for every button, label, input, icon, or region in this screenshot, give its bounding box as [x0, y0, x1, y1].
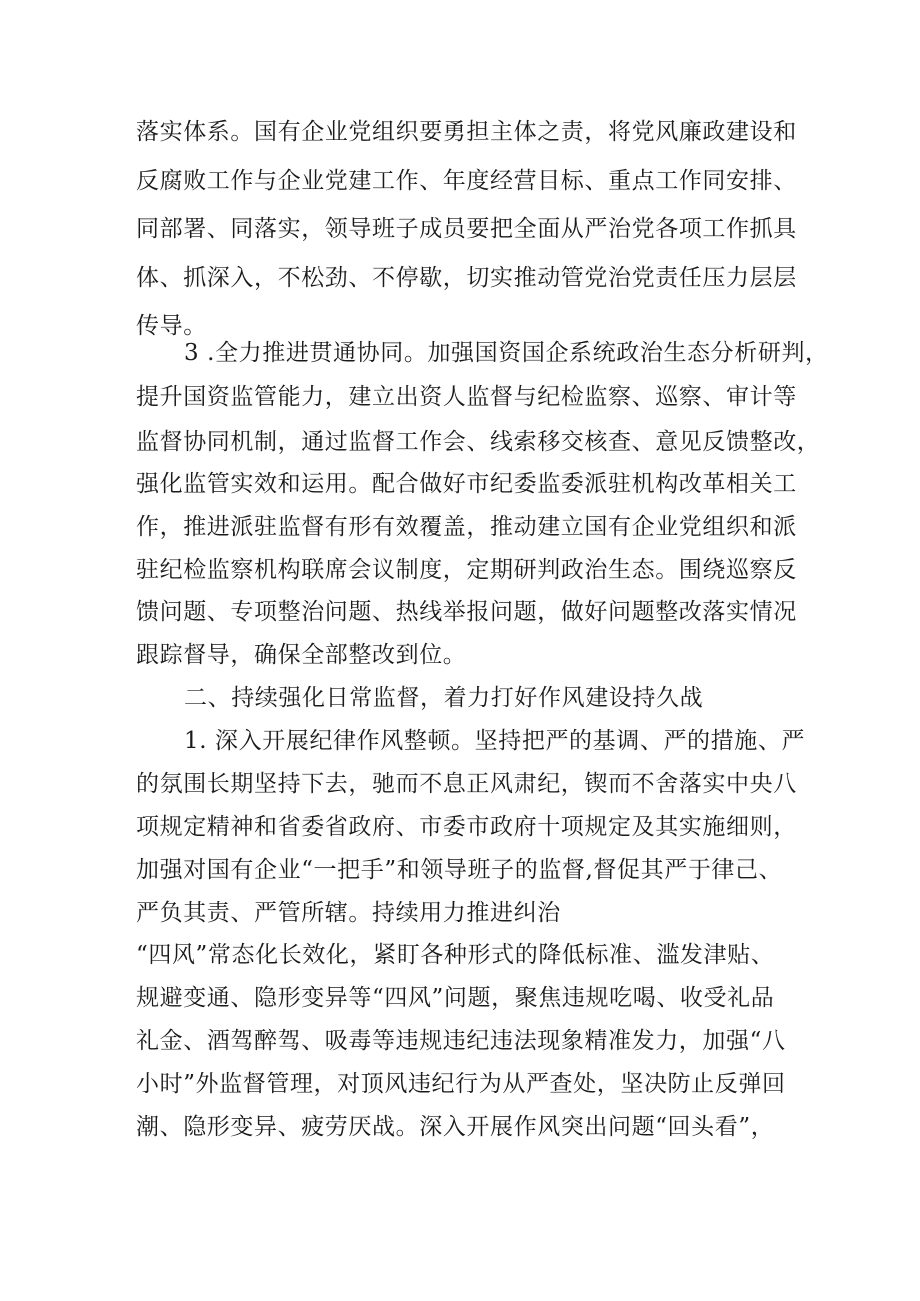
- text-line: 项规定精神和省委省政府、市委市政府十项规定及其实施细则，: [136, 814, 797, 840]
- text-line: 礼金、酒驾醉驾、吸毒等违规违纪违法现象精准发力，加强“八: [136, 1028, 786, 1054]
- text-line: 强化监管实效和运用。配合做好市纪委监委派驻机构改革相关工: [136, 471, 797, 497]
- text-line: 馈问题、专项整治问题、热线举报问题，做好问题整改落实情况: [136, 599, 797, 625]
- paragraph-start-line: 1. 深入开展纪律作风整顿。坚持把严的基调、严的措施、严: [184, 728, 806, 754]
- text-line: 反腐败工作与企业党建工作、年度经营目标、重点工作同安排、: [136, 168, 797, 194]
- text-line: 跟踪督导，确保全部整改到位。: [136, 642, 467, 668]
- text-line: 规避变通、隐形变异等“四风”问题，聚焦违规吃喝、收受礼品: [136, 985, 775, 1011]
- text-line: 严负其责、严管所辖。持续用力推进纠治: [136, 900, 561, 926]
- text-line: 监督协同机制，通过监督工作会、线索移交核查、意见反馈整改，: [136, 429, 821, 455]
- text-line: 潮、隐形变异、疲劳厌战。深入开展作风突出问题“回头看”，: [136, 1114, 775, 1140]
- paragraph-start-line: 3 .全力推进贯通协同。加强国资国企系统政治生态分析研判，: [184, 340, 829, 366]
- text-line: “四风”常态化长效化，紧盯各种形式的降低标准、滥发津贴、: [136, 942, 775, 968]
- text-line: 提升国资监管能力，建立出资人监督与纪检监察、巡察、审计等: [136, 384, 797, 410]
- text-line: 体、抓深入，不松劲、不停歇，切实推动管党治党责任压力层层: [136, 265, 797, 291]
- section-heading: 二、持续强化日常监督，着力打好作风建设持久战: [184, 685, 704, 711]
- text-line: 同部署、同落实，领导班子成员要把全面从严治党各项工作抓具: [136, 216, 797, 242]
- text-line: 的氛围长期坚持下去，驰而不息正风肃纪，锲而不舍落实中央八: [136, 771, 797, 797]
- text-line: 传导。: [136, 313, 207, 339]
- text-line: 加强对国有企业“一把手”和领导班子的监督,督促其严于律己、: [136, 857, 783, 883]
- text-line: 落实体系。国有企业党组织要勇担主体之责，将党风廉政建设和: [136, 119, 797, 145]
- text-line: 小时”外监督管理，对顶风违纪行为从严查处，坚决防止反弹回: [136, 1071, 786, 1097]
- text-line: 驻纪检监察机构联席会议制度，定期研判政治生态。围绕巡察反: [136, 557, 797, 583]
- text-line: 作，推进派驻监督有形有效覆盖，推动建立国有企业党组织和派: [136, 514, 797, 540]
